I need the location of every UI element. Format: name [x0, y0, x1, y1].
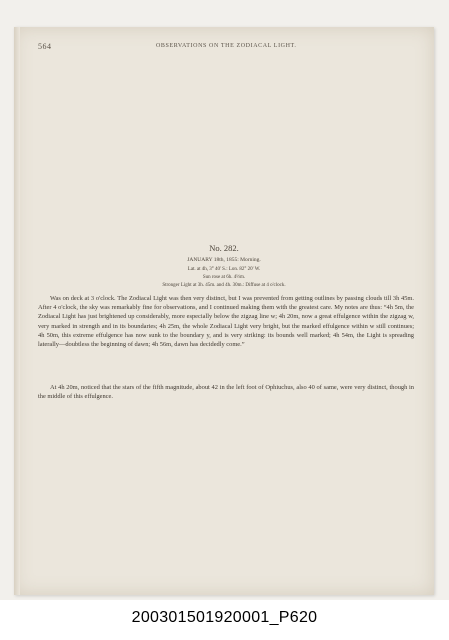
image-id-caption: 200301501920001_P620	[131, 609, 318, 626]
paragraph-observation: Was on deck at 3 o'clock. The Zodiacal Light was then very distinct, but I was prevented from getting outlines by passing clouds till 3h 45m. After 4 o'clock, the sky was remarkably fine for observations, and I continued making them with the greatest care. My notes are thus: “4h 5m, the Zodiacal Light has just brightened up considerably, more especially below the zigzag line w; 4h 20m, now a great effulgence within the zigzag w, very marked in strength and in its boundaries; 4h 25m, the whole Zodiacal Light very bright, but the marked effulgence within w still continues; 4h 50m, this extreme effulgence has now sunk to the boundary y, and is very striking: its bounds well marked; 4h 54m, the Light is spreading laterally—doubtless the beginning of dawn; 4h 56m, dawn has decidedly come.”	[38, 295, 414, 349]
light-note-line: Stronger Light at 3h. 45m. and 4h. 30m.: Diffuse at 4 o'clock.	[162, 283, 286, 288]
running-head: OBSERVATIONS ON THE ZODIACAL LIGHT.	[156, 43, 297, 49]
sun-rose-line: Sun rose at 6h. 4½m.	[202, 275, 246, 280]
entry-date: JANUARY 18th, 1855: Morning.	[187, 257, 261, 263]
entry-number: No. 282.	[209, 243, 239, 253]
page-spine-shadow	[14, 27, 20, 595]
page-number: 564	[38, 42, 52, 51]
paragraph-stars: At 4h 20m, noticed that the stars of the fifth magnitude, about 42 in the left foot of Ophiuchus, also 40 of same, were very distinct, though in the middle of this effulgence.	[38, 384, 414, 401]
lat-lon-line: Lat. at 4h, 3° 40' S.: Lon. 82° 20' W.	[187, 267, 261, 272]
book-page	[14, 27, 434, 595]
